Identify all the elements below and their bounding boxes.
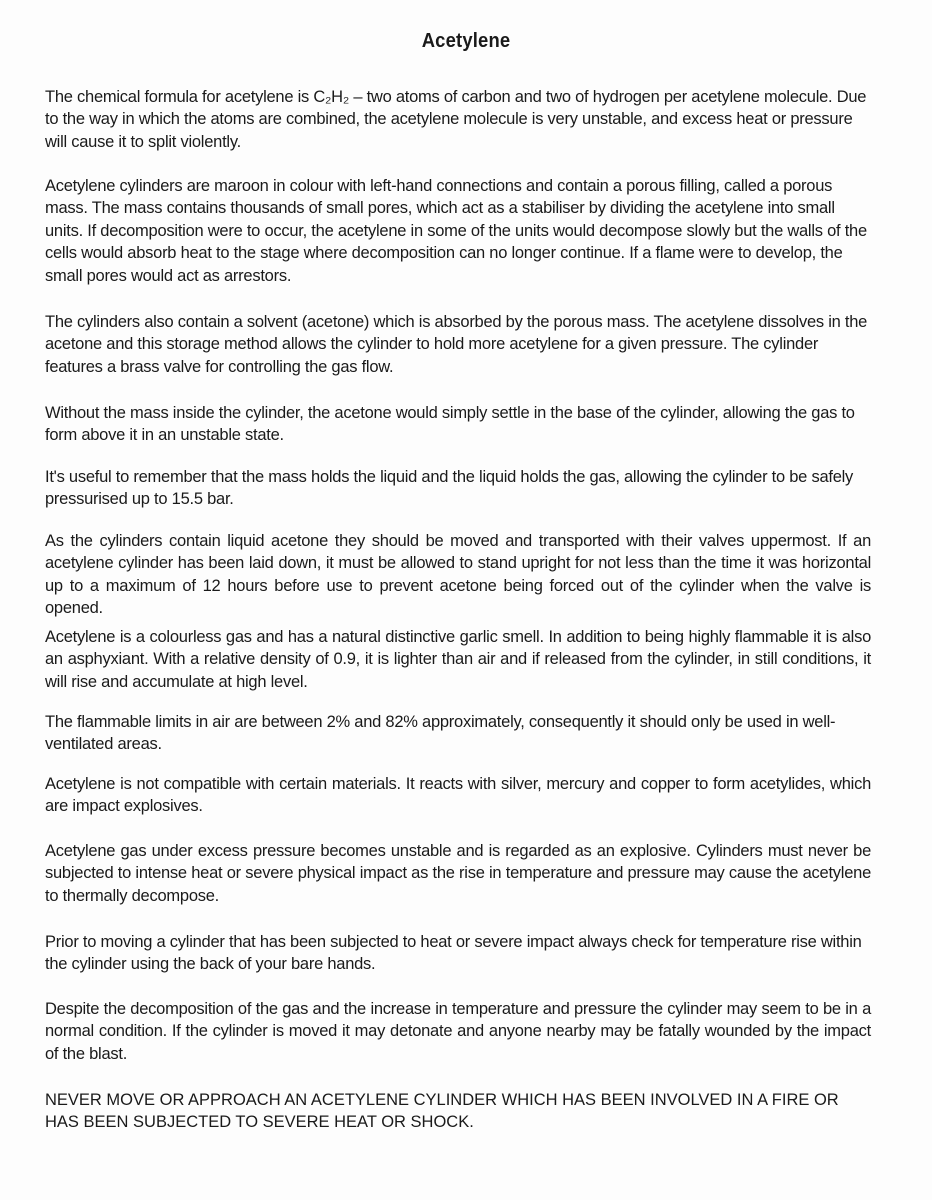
paragraph-transport-upright: As the cylinders contain liquid acetone they should be moved and transported with their valves uppermost. If an acetylene cylinder has been laid down, it must be allowed to stand upright for not less than the time it was horizontal up to a maximum of 12 hours before use to prevent acetone being forced out of the cylinder when the valve is opened. [45, 532, 871, 618]
paragraph-without-mass: Without the mass inside the cylinder, the acetone would simply settle in the base of the cylinder, allowing the gas to form above it in an unstable state. [45, 404, 855, 445]
paragraph-flammable-limits: The flammable limits in air are between 2% and 82% approximately, consequently it should only be used in well-ventilated areas. [45, 713, 836, 754]
paragraph-check-temperature: Prior to moving a cylinder that has been subjected to heat or severe impact always check for temperature rise within the cylinder using the back of your bare hands. [45, 933, 862, 974]
paragraph-cylinder-porous-mass: Acetylene cylinders are maroon in colour with left-hand connections and contain a porous filling, called a porous mass. The mass contains thousands of small pores, which act as a stabiliser by dividing the acetylene into small units. If decomposition were to occur, the acetylene in some of the units would decompose slowly but the walls of the cells would absorb heat to the stage where decomposition can no longer continue. If a flame were to develop, the small pores would act as arrestors. [45, 177, 867, 285]
paragraph-mass-holds-liquid: It's useful to remember that the mass holds the liquid and the liquid holds the gas, allowing the cylinder to be safely pressurised up to 15.5 bar. [45, 468, 854, 509]
page-title: Acetylene [421, 30, 511, 52]
paragraph-chemical-formula: The chemical formula for acetylene is C₂H₂ – two atoms of carbon and two of hydrogen per acetylene molecule. Due to the way in which the atoms are combined, the acetylene molecule is very unstable, and excess heat or pressure will cause it to split violently. [45, 88, 867, 151]
paragraph-gas-properties: Acetylene is a colourless gas and has a natural distinctive garlic smell. In addition to being highly flammable it is also an asphyxiant. With a relative density of 0.9, it is lighter than air and if released from the cylinder, in still conditions, it will rise and accumulate at high level. [45, 628, 871, 691]
paragraph-decomposition-danger: Despite the decomposition of the gas and the increase in temperature and pressure the cylinder may seem to be in a normal condition. If the cylinder is moved it may detonate and anyone nearby may be fatally wounded by the impact of the blast. [45, 1000, 871, 1063]
paragraph-acetone-solvent: The cylinders also contain a solvent (acetone) which is absorbed by the porous mass. The acetylene dissolves in the acetone and this storage method allows the cylinder to hold more acetylene for a given pressure. The cylinder features a brass valve for controlling the gas flow. [45, 313, 868, 376]
paragraph-excess-pressure: Acetylene gas under excess pressure becomes unstable and is regarded as an explosive. Cylinders must never be subjected to intense heat or severe physical impact as the rise in temperature and pressure may cause the acetylene to thermally decompose. [45, 842, 871, 905]
paragraph-incompatible-materials: Acetylene is not compatible with certain materials. It reacts with silver, mercury and copper to form acetylides, which are impact explosives. [45, 775, 871, 816]
warning-notice: NEVER MOVE OR APPROACH AN ACETYLENE CYLINDER WHICH HAS BEEN INVOLVED IN A FIRE OR HAS BEEN SUBJECTED TO SEVERE HEAT OR SHOCK. [45, 1091, 839, 1132]
